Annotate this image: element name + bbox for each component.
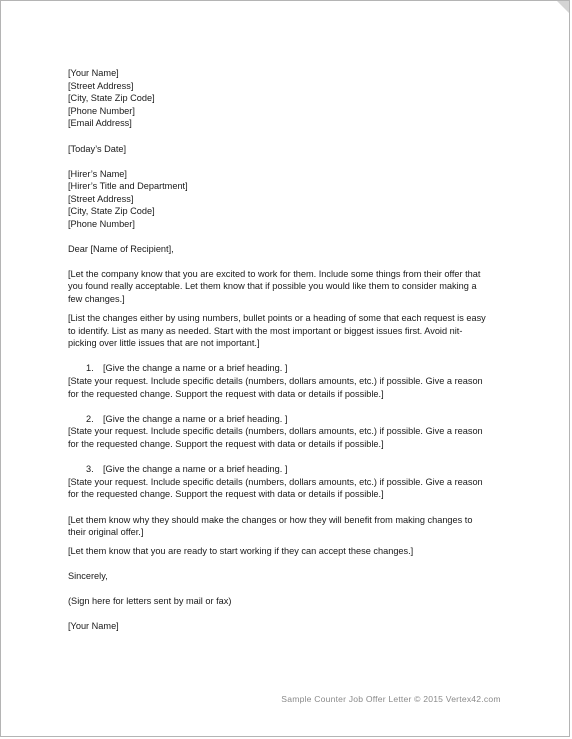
letter-body <box>68 67 508 633</box>
signature-name: [Your Name] <box>68 621 119 632</box>
change-body-line: [State your request. Include specific details (numbers, dollars amounts, etc.) if possible. Give a reason <box>68 376 483 387</box>
footer-text: Sample Counter Job Offer Letter © 2015 Vertex42.com <box>281 694 501 704</box>
sender-phone: [Phone Number] <box>68 105 135 116</box>
change-number: 3. <box>86 464 94 475</box>
list-intro-line: [List the changes either by using numbers, bullet points or a heading of some that each request is easy <box>68 313 486 324</box>
change-heading-text: [Give the change a name or a brief heading. ] <box>103 363 288 374</box>
benefit-line: their original offer.] <box>68 527 144 538</box>
change-body-line: for the requested change. Support the request with data or details if possible.] <box>68 388 384 399</box>
change-body-line: for the requested change. Support the request with data or details if possible.] <box>68 439 384 449</box>
change-item-3 <box>68 463 508 501</box>
intro-line: you found really acceptable. Let them know that if possible you would like them to consider making a <box>68 281 477 292</box>
change-heading <box>68 413 508 426</box>
change-heading <box>68 362 508 375</box>
sender-city: [City, State Zip Code] <box>68 93 155 104</box>
benefit-line: [Let them know why they should make the changes or how they will benefit from making changes to <box>68 514 473 525</box>
change-heading-text: [Give the change a name or a brief heading. ] <box>103 413 288 424</box>
signoff: Sincerely, <box>68 571 108 582</box>
recipient-name: [Hirer’s Name] <box>68 168 127 179</box>
change-number: 1. <box>86 363 94 374</box>
list-intro-line: picking over little issues that are not important.] <box>68 338 260 349</box>
signature-note: (Sign here for letters sent by mail or fax) <box>68 596 232 607</box>
date-block <box>68 143 508 156</box>
recipient-city: [City, State Zip Code] <box>68 206 155 217</box>
sender-name: [Your Name] <box>68 68 119 78</box>
intro-line: few changes.] <box>68 294 125 305</box>
sender-address-block <box>68 67 508 130</box>
change-body-line: for the requested change. Support the request with data or details if possible.] <box>68 489 384 500</box>
list-intro-line: to identify. List as many as needed. Start with the most important or biggest issues first. Avoid nit- <box>68 325 463 336</box>
recipient-street: [Street Address] <box>68 193 134 204</box>
sender-street: [Street Address] <box>68 80 134 91</box>
recipient-address-block <box>68 168 508 231</box>
change-body-line: [State your request. Include specific details (numbers, dollars amounts, etc.) if possible. Give a reason <box>68 476 483 487</box>
salutation: Dear [Name of Recipient], <box>68 243 174 254</box>
intro-line: [Let the company know that you are excited to work for them. Include some things from their offer that <box>68 268 481 279</box>
change-item-2 <box>68 413 508 451</box>
change-heading <box>68 463 508 476</box>
recipient-phone: [Phone Number] <box>68 218 135 229</box>
page-fold-corner <box>557 1 569 13</box>
page-footer <box>1 694 571 704</box>
letter-date: [Today’s Date] <box>68 143 127 154</box>
sender-email: [Email Address] <box>68 118 132 129</box>
change-number: 2. <box>86 413 94 424</box>
signature-name-block <box>68 620 508 633</box>
signoff-block <box>68 570 508 583</box>
change-item-1 <box>68 362 508 400</box>
change-body-line: [State your request. Include specific details (numbers, dollars amounts, etc.) if possible. Give a reason <box>68 426 483 437</box>
salutation-block <box>68 243 508 256</box>
ready-line: [Let them know that you are ready to start working if they can accept these changes.] <box>68 546 414 557</box>
signature-note-block <box>68 595 508 608</box>
change-heading-text: [Give the change a name or a brief heading. ] <box>103 464 288 475</box>
benefit-paragraph <box>68 514 508 539</box>
intro-paragraph <box>68 268 508 306</box>
recipient-title: [Hirer’s Title and Department] <box>68 181 188 192</box>
list-intro-paragraph <box>68 312 508 350</box>
ready-paragraph <box>68 545 508 558</box>
